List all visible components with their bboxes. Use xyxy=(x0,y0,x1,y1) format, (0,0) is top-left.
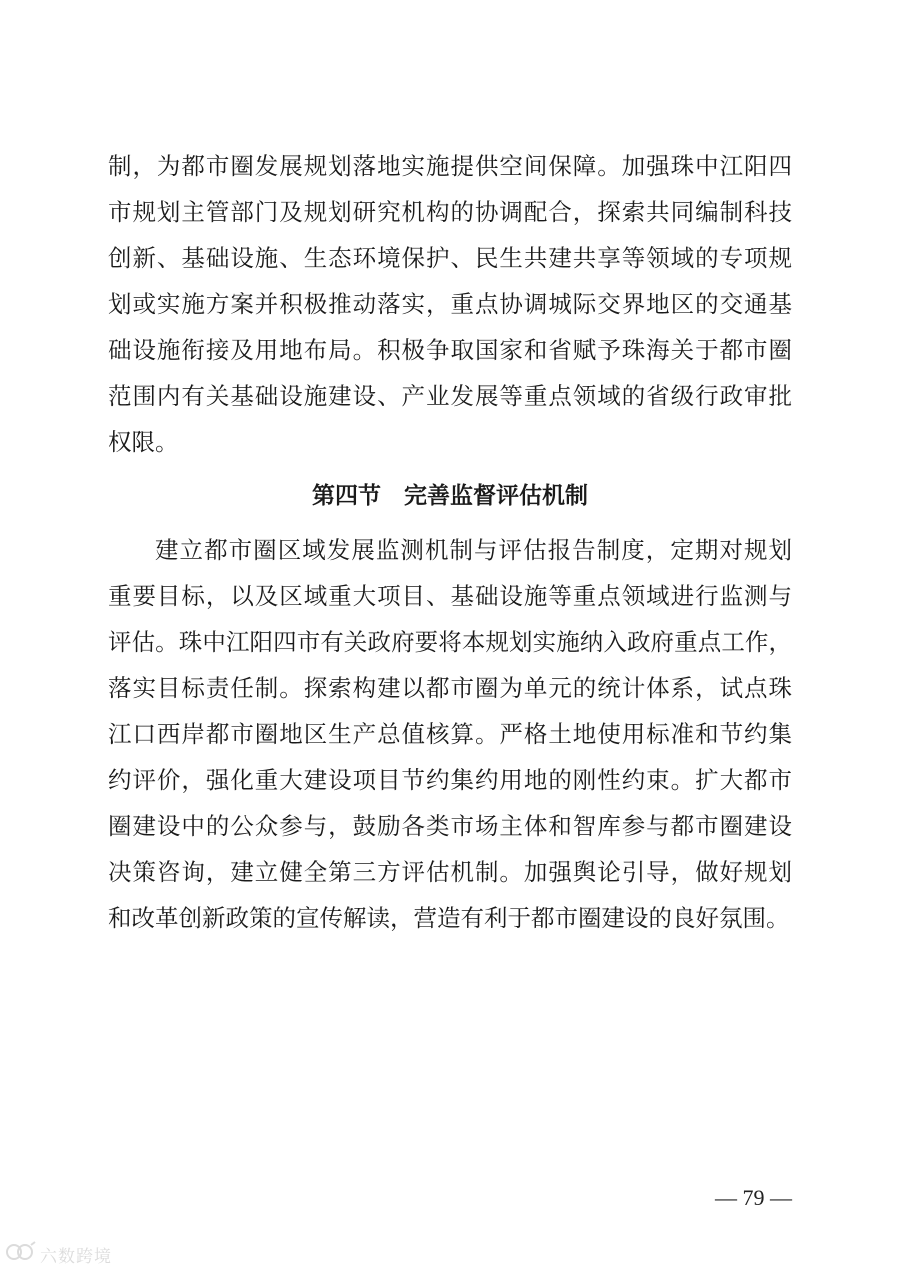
page-number: — 79 — xyxy=(715,1185,792,1210)
paragraph-line: 范围内有关基础设施建设、产业发展等重点领域的省级行政审批 xyxy=(108,382,792,410)
watermark-text: 六数跨境 xyxy=(40,1246,112,1267)
paragraph-line: 约评价，强化重大建设项目节约集约用地的刚性约束。扩大都市 xyxy=(108,766,792,794)
paragraph-line: 建立都市圈区域发展监测机制与评估报告制度，定期对规划 xyxy=(155,536,792,564)
paragraph-line: 和改革创新政策的宣传解读，营造有利于都市圈建设的良好氛围。 xyxy=(108,904,790,932)
paragraph-1 xyxy=(108,143,792,465)
paragraph-line: 圈建设中的公众参与，鼓励各类市场主体和智库参与都市圈建设 xyxy=(108,812,792,840)
paragraph-2 xyxy=(108,527,792,941)
paragraph-line: 重要目标，以及区域重大项目、基础设施等重点领域进行监测与 xyxy=(108,582,792,610)
paragraph-line: 落实目标责任制。探索构建以都市圈为单元的统计体系，试点珠 xyxy=(108,674,792,702)
paragraph-line: 权限。 xyxy=(108,428,179,456)
paragraph-line: 创新、基础设施、生态环境保护、民生共建共享等领域的专项规 xyxy=(108,244,792,272)
logo-icon xyxy=(6,1241,36,1267)
paragraph-line: 决策咨询，建立健全第三方评估机制。加强舆论引导，做好规划 xyxy=(108,858,792,886)
paragraph-line: 础设施衔接及用地布局。积极争取国家和省赋予珠海关于都市圈 xyxy=(108,336,792,364)
watermark xyxy=(6,1240,112,1268)
section-heading: 第四节 完善监督评估机制 xyxy=(312,483,588,509)
paragraph-line: 划或实施方案并积极推动落实，重点协调城际交界地区的交通基 xyxy=(108,290,792,318)
paragraph-line: 市规划主管部门及规划研究机构的协调配合，探索共同编制科技 xyxy=(108,198,792,226)
paragraph-line: 制，为都市圈发展规划落地实施提供空间保障。加强珠中江阳四 xyxy=(108,152,792,180)
paragraph-line: 评估。珠中江阳四市有关政府要将本规划实施纳入政府重点工作， xyxy=(108,628,792,656)
paragraph-line: 江口西岸都市圈地区生产总值核算。严格土地使用标准和节约集 xyxy=(108,720,792,748)
